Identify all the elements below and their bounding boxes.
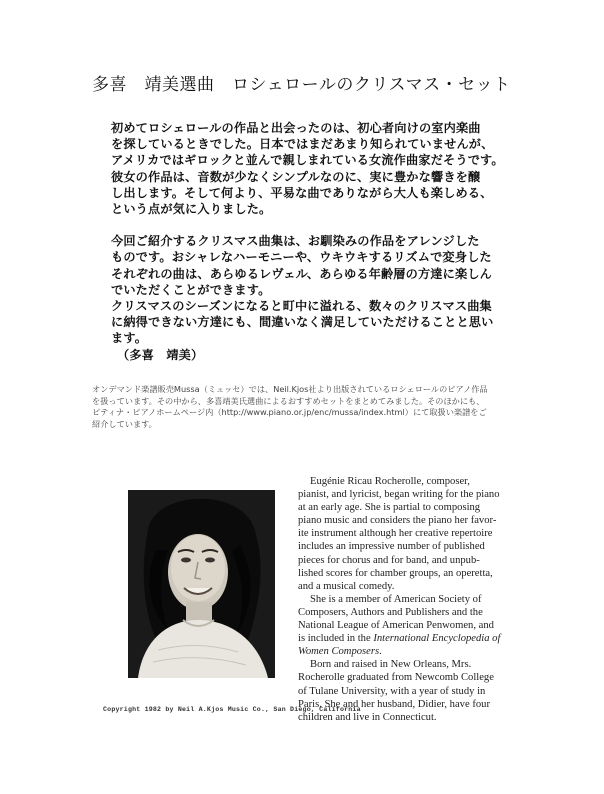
bio-line: ite instrument although her creative repertoire — [298, 528, 493, 540]
portrait-image — [128, 490, 275, 678]
intro-line: ものです。おシャレなハーモニーや、ウキウキするリズムで変身した — [111, 250, 492, 265]
intro-line: それぞれの曲は、あらゆるレヴェル、あらゆる年齢層の方達に楽しん — [111, 266, 492, 281]
bio-line: pianist, and lyricist, began writing for the piano — [298, 489, 500, 501]
bio-line: at an early age. She is partial to composing — [298, 502, 481, 514]
bio-paragraph-2 — [298, 593, 518, 658]
intro-line: でいただくことができます。 — [111, 282, 271, 297]
intro-paragraph-1 — [111, 120, 504, 217]
bio-line: Rocherolle graduated from Newcomb College — [298, 672, 494, 684]
intro-line: 彼女の作品は、音数が少なくシンプルなのに、実に豊かな響きを醸 — [111, 169, 481, 184]
intro-line: クリスマスのシーズンになると町中に溢れる、数々のクリスマス曲集 — [111, 299, 492, 314]
intro-line: に納得できない方達にも、間違いなく満足していただけることと思い — [111, 315, 494, 330]
intro-text — [111, 120, 504, 363]
intro-line: ます。 — [111, 331, 148, 346]
bio-line: of Tulane University, with a year of study in — [298, 685, 486, 697]
intro-line: し出します。そして何より、平易な曲でありながら大人も楽しめる、 — [111, 185, 493, 200]
note-line: オンデマンド楽譜販売Mussa（ミュッセ）では、Neil.Kjos社より出版されているロシェロールのピアノ作品 — [92, 384, 488, 394]
bio-paragraph-1 — [298, 475, 518, 593]
bio-line: children and live in Connecticut. — [298, 711, 437, 723]
intro-line: アメリカではギロックと並んで親しまれている女流作曲家だそうです。 — [111, 153, 504, 168]
bio-line: She is a member of American Society of — [310, 593, 482, 605]
copyright-line: Copyright 1982 by Neil A.Kjos Music Co., San Diego, California — [103, 706, 361, 713]
encyclopedia-title: International Encyclopedia of — [373, 633, 501, 645]
bio-line: Born and raised in New Orleans, Mrs. — [310, 659, 472, 671]
bio-line: Eugénie Ricau Rocherolle, composer, — [310, 476, 470, 487]
intro-paragraph-2 — [111, 233, 501, 346]
page-title: 多喜 靖美選曲 ロシェロールのクリスマス・セット — [92, 75, 511, 95]
bio-line: is included in the International Encyclopedia of — [298, 633, 501, 645]
author-signature: （多喜 靖美） — [117, 347, 204, 362]
intro-line: 今回ご紹介するクリスマス曲集は、お馴染みの作品をアレンジした — [111, 234, 480, 249]
note-line: 紹介しています。 — [92, 418, 157, 429]
bio-line: Paris. She and her husband, Didier, have four — [298, 698, 490, 710]
composer-photo — [128, 490, 275, 678]
intro-line: 初めてロシェロールの作品と出会ったのは、初心者向けの室内楽曲 — [111, 121, 481, 135]
intro-line: を探しているときでした。日本ではまだあまり知られていませんが、 — [111, 137, 494, 152]
note-line: を扱っています。その中から、多喜靖美氏選曲によるおすすめセットをまとめてみました。そのほかにも、 — [92, 395, 485, 406]
bio-line: Women Composers. — [298, 646, 382, 658]
bio-line: and a musical comedy. — [298, 580, 395, 592]
bio-line: includes an impressive number of published — [298, 541, 485, 553]
bio-line: National League of American Penwomen, and — [298, 620, 494, 632]
bio-line: pieces for chorus and for band, and unpub- — [298, 554, 480, 566]
bio-line: lished scores for chamber groups, an operetta, — [298, 567, 493, 579]
bio-line: Composers, Authors and Publishers and the — [298, 606, 483, 618]
bio-line: piano music and considers the piano her favor- — [298, 515, 497, 527]
mussa-note — [92, 384, 512, 430]
intro-line: という点が気に入りました。 — [111, 202, 272, 217]
composer-biography — [298, 475, 518, 724]
note-line: ピティナ・ピアノホームページ内（http://www.piano.or.jp/enc/mussa/index.html）にて取扱い楽譜をご — [92, 407, 487, 417]
bio-paragraph-3 — [298, 658, 518, 723]
